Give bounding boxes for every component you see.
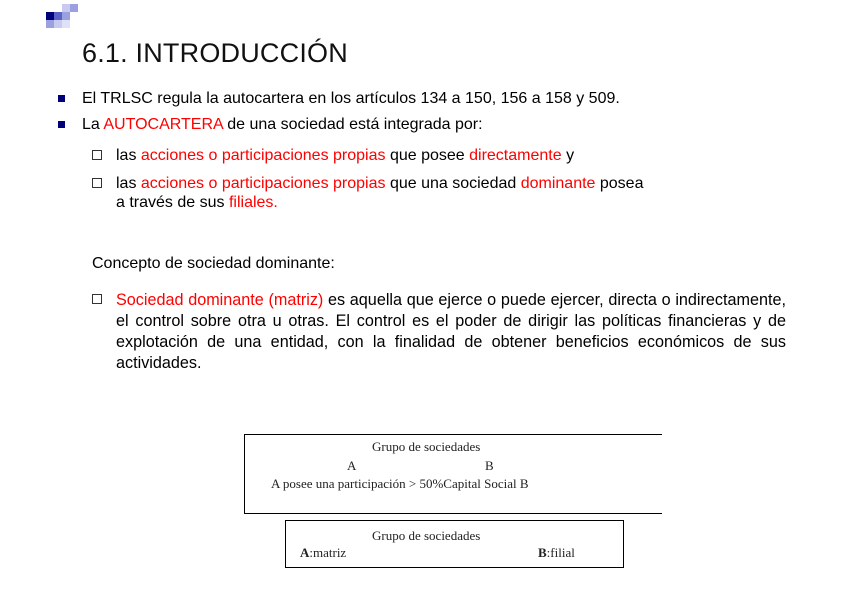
diagram-label-matriz: A:matriz — [300, 545, 347, 560]
sub-bullet-text: las acciones o participaciones propias que una sociedad dominante posea a través de sus filiales. — [116, 175, 644, 211]
diagram-label-filial: B:filial — [538, 545, 575, 560]
bullet-text: La AUTOCARTERA de una sociedad está integrada por: — [82, 116, 483, 133]
hollow-square-bullet-icon — [92, 178, 102, 188]
logo-squares — [0, 0, 90, 40]
bullet-square-icon — [58, 121, 65, 128]
diagram-label-b: B — [485, 458, 494, 473]
diagram-label-a: A — [347, 458, 357, 473]
diagram-relation-text: A posee una participación > 50%Capital Social B — [271, 476, 529, 491]
diagram-group-box-2 — [285, 520, 624, 568]
page-title: 6.1. INTRODUCCIÓN — [82, 38, 348, 68]
sub-bullet-text: las acciones o participaciones propias que posee directamente y — [116, 147, 575, 164]
concept-heading: Concepto de sociedad dominante: — [92, 255, 335, 272]
diagram-title: Grupo de sociedades — [372, 439, 481, 454]
bullet-text: El TRLSC regula la autocartera en los artículos 134 a 150, 156 a 158 y 509. — [82, 90, 620, 107]
hollow-square-bullet-icon — [92, 294, 102, 304]
bullet-square-icon — [58, 95, 65, 102]
hollow-square-bullet-icon — [92, 150, 102, 160]
diagram-group-box — [244, 434, 662, 514]
diagram-title: Grupo de sociedades — [372, 528, 481, 543]
definition-text: Sociedad dominante (matriz) es aquella que ejerce o puede ejercer, directa o indirectamente, el control sobre otra u otras. El control es el poder de dirigir las políticas financieras y de explotación de una entidad, con la finalidad de obtener beneficios económicos de sus actividades. — [116, 291, 786, 372]
